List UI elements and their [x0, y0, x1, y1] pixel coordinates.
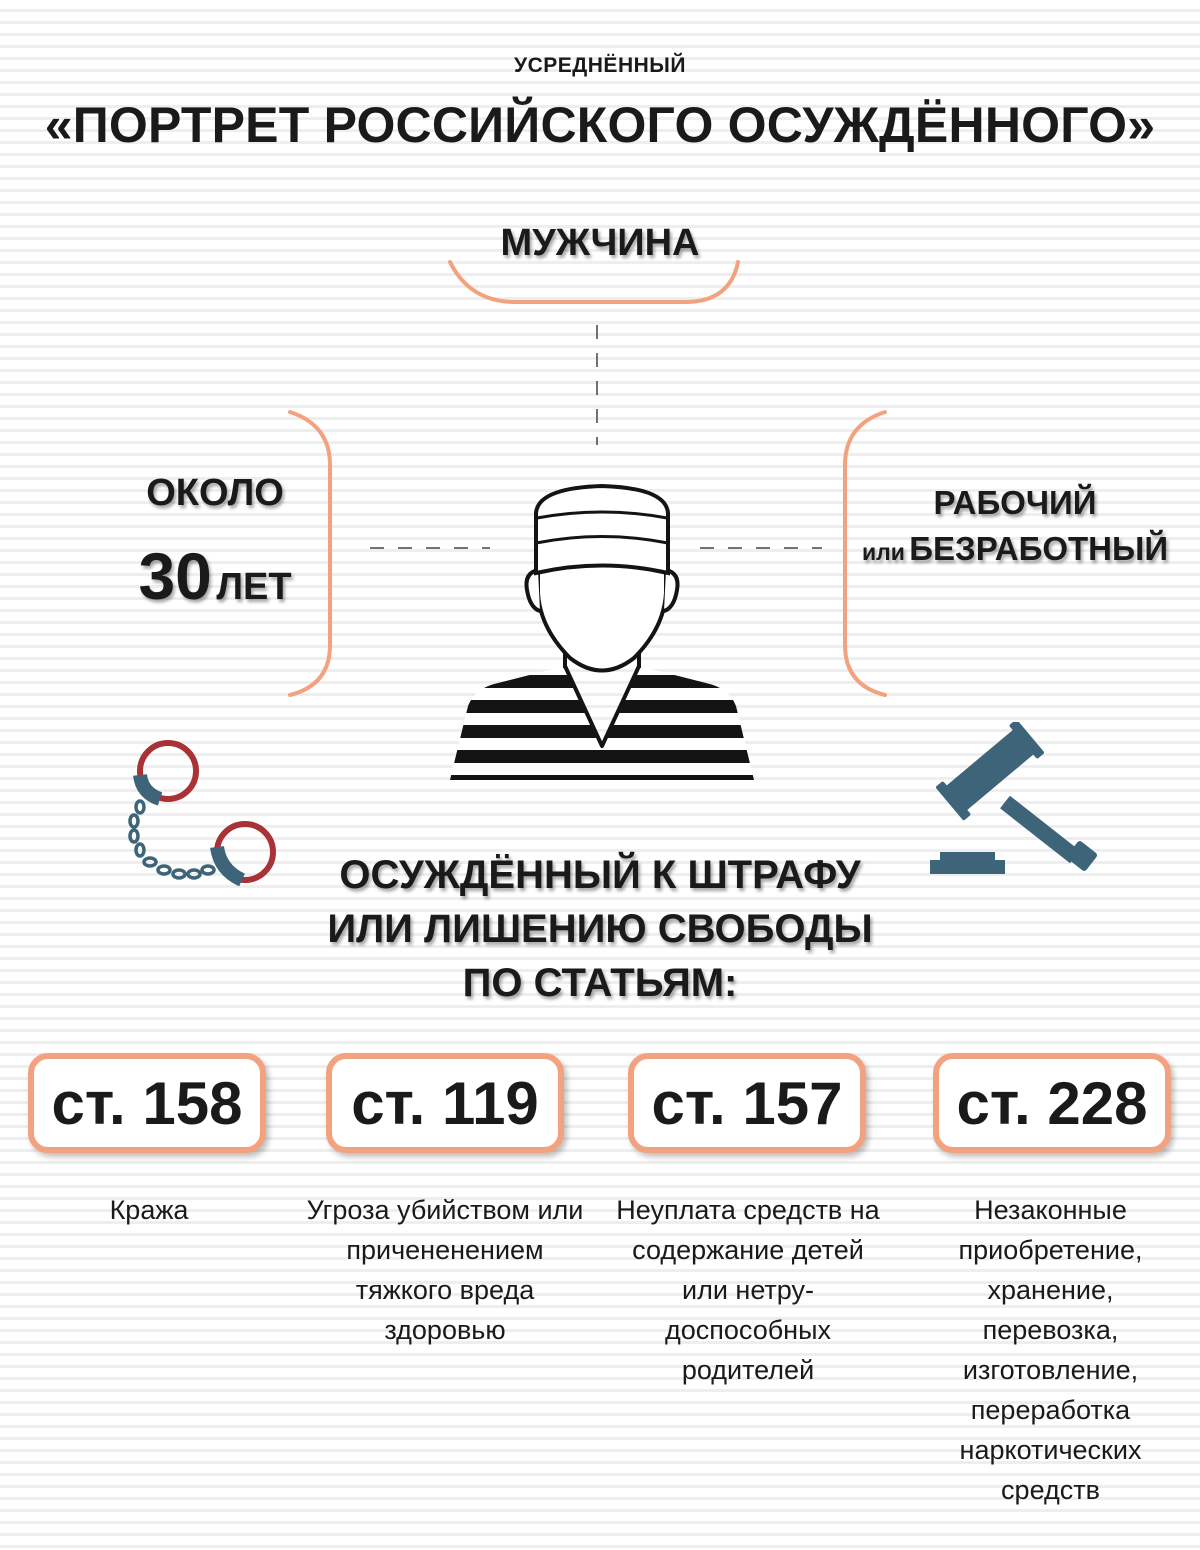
sentence-line2: ИЛИ ЛИШЕНИЮ СВОБОДЫ [327, 907, 873, 951]
article-description-158: Кража [109, 1195, 189, 1225]
article-description-228: Незаконные приобретение, хранение, перевозка, изготовление, переработка наркотических средств [958, 1195, 1143, 1505]
sentence-line1: ОСУЖДЁННЫЙ К ШТРАФУ [339, 853, 861, 897]
sentence-heading [250, 848, 950, 1010]
gender-bracket [450, 262, 738, 302]
sentence-line3: ПО СТАТЬЯМ: [462, 961, 738, 1005]
subtitle: УСРЕДНЁННЫЙ [514, 54, 686, 77]
gender-label: МУЖЧИНА [500, 222, 700, 264]
age-number: 30 [138, 539, 212, 613]
prisoner-icon [440, 478, 770, 788]
article-description-119: Угроза убийством или причененением тяжкого вреда здоровью [306, 1195, 584, 1345]
page-title: «ПОРТРЕТ РОССИЙСКОГО ОСУЖДЁННОГО» [44, 97, 1156, 153]
article-badge-119: ст. 119 [326, 1053, 564, 1153]
article-badge-158: ст. 158 [28, 1053, 266, 1153]
age-prefix: ОКОЛО [146, 472, 284, 514]
article-badge-228: ст. 228 [933, 1053, 1171, 1153]
occupation-connector: или [861, 539, 905, 565]
article-badge-157: ст. 157 [628, 1053, 866, 1153]
age-value [110, 538, 320, 614]
occupation-line2: БЕЗРАБОТНЫЙ [909, 530, 1169, 567]
gavel-icon [925, 722, 1100, 877]
age-unit: ЛЕТ [216, 566, 292, 608]
article-description-157: Неуплата средств на содержание детей или нетру-доспособных родителей [616, 1195, 880, 1385]
occupation-line1: РАБОЧИЙ [933, 484, 1097, 521]
occupation-label [860, 480, 1170, 579]
